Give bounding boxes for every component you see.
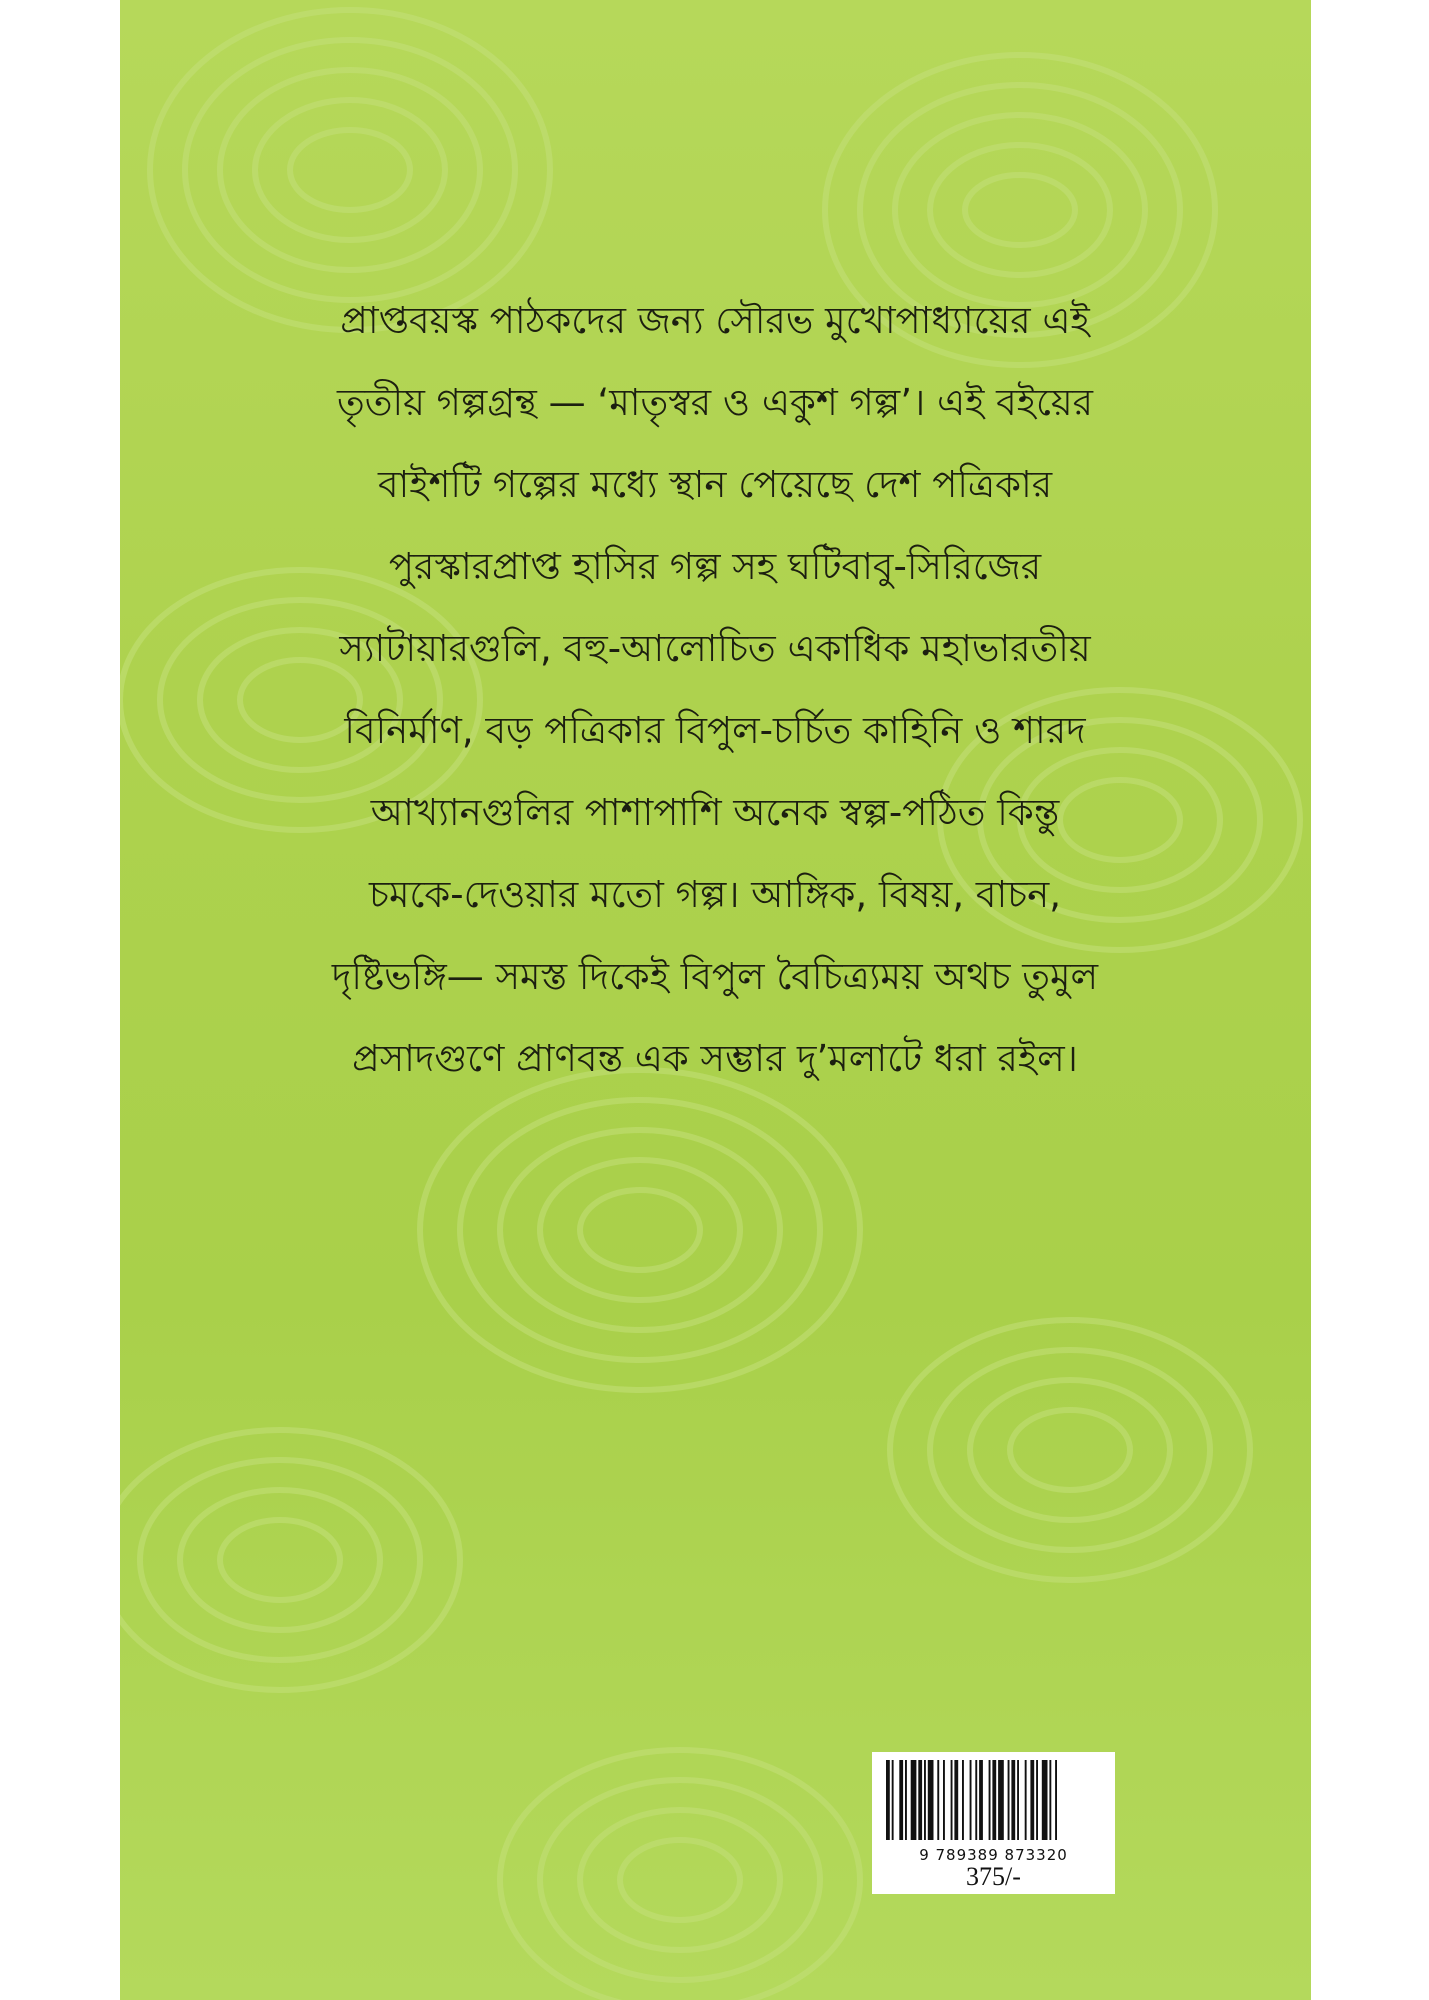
blurb-line: চমকে-দেওয়ার মতো গল্প। আঙ্গিক, বিষয়, বাচন,	[369, 873, 1061, 916]
back-cover	[120, 0, 1311, 2000]
blurb-line: প্রাপ্তবয়স্ক পাঠকদের জন্য সৌরভ মুখোপাধ্যায়ের এই	[340, 299, 1090, 342]
blurb-line: প্রসাদগুণে প্রাণবন্ত এক সম্ভার দু’মলাটে ধরা রইল।	[352, 1037, 1078, 1080]
blurb-line: আখ্যানগুলির পাশাপাশি অনেক স্বল্প-পঠিত কিন্তু	[370, 791, 1060, 834]
blurb-line: দৃষ্টিভঙ্গি— সমস্ত দিকেই বিপুল বৈচিত্র্যময় অথচ তুমুল	[331, 955, 1099, 998]
blurb-line: বিনির্মাণ, বড় পত্রিকার বিপুল-চর্চিত কাহিনি ও শারদ	[344, 709, 1086, 752]
isbn-number: 9 789389 873320	[919, 1846, 1068, 1864]
blurb-line: পুরস্কারপ্রাপ্ত হাসির গল্প সহ ঘটিবাবু-সিরিজের	[388, 545, 1042, 588]
blurb-line: তৃতীয় গল্পগ্রন্থ — ‘মাতৃস্বর ও একুশ গল্প’। এই বইয়ের	[337, 381, 1093, 424]
blurb-line: বাইশটি গল্পের মধ্যে স্থান পেয়েছে দেশ পত্রিকার	[377, 463, 1053, 506]
barcode-label	[872, 1752, 1115, 1894]
price-label: 375/-	[966, 1862, 1021, 1891]
blurb-text	[255, 280, 1175, 1100]
blurb-line: স্যাটায়ারগুলি, বহু-আলোচিত একাধিক মহাভারতীয়	[339, 627, 1091, 670]
barcode-icon	[880, 1760, 1107, 1846]
